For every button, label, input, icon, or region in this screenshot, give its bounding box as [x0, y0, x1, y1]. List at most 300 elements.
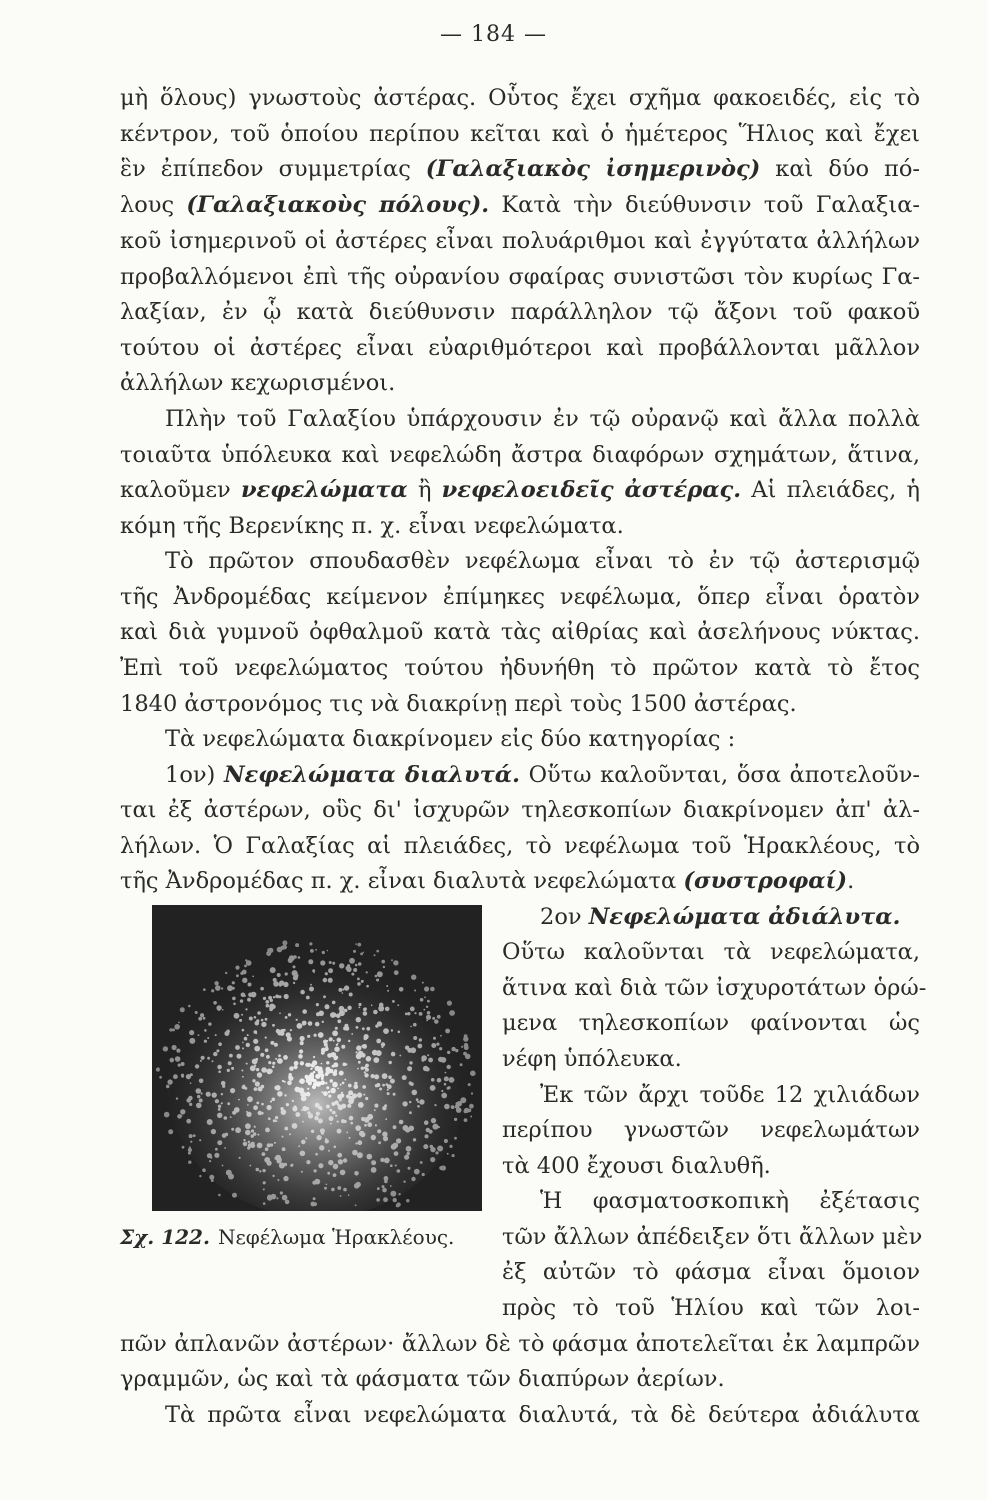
nebula-star — [337, 1121, 339, 1123]
nebula-star — [390, 1079, 395, 1084]
page-number: — 184 — — [440, 22, 547, 47]
nebula-star — [198, 1017, 202, 1021]
nebula-star — [348, 1090, 353, 1095]
nebula-star — [345, 1063, 347, 1065]
text-line: ἓν ἐπίπεδον συμμετρίας (Γαλαξιακὸς ἰσημερινὸς) καὶ δύο πό- — [120, 156, 920, 182]
nebula-star — [386, 985, 388, 987]
nebula-star — [393, 960, 398, 965]
nebula-star — [269, 1004, 275, 1010]
nebula-star — [239, 1019, 242, 1022]
nebula-star — [439, 1047, 442, 1050]
nebula-star — [222, 1133, 227, 1138]
nebula-star — [360, 1132, 365, 1137]
nebula-star — [423, 1009, 425, 1011]
nebula-star — [328, 1095, 331, 1098]
nebula-star — [381, 960, 385, 964]
nebula-star — [391, 1029, 393, 1031]
nebula-star — [362, 1027, 365, 1030]
nebula-star — [241, 1070, 243, 1072]
nebula-star — [470, 1116, 472, 1118]
nebula-star — [299, 1081, 301, 1083]
nebula-star — [255, 1032, 257, 1034]
nebula-star — [224, 1147, 226, 1149]
nebula-star — [344, 1079, 346, 1081]
nebula-star — [316, 1003, 319, 1006]
nebula-star — [197, 1095, 200, 1098]
text-line: νέφη ὑπόλευκα. — [502, 1046, 682, 1072]
nebula-star — [275, 1155, 281, 1161]
nebula-star — [274, 1142, 276, 1144]
nebula-star — [354, 1171, 359, 1176]
nebula-star — [349, 1116, 354, 1121]
nebula-star — [267, 1143, 271, 1147]
nebula-star — [256, 1102, 259, 1105]
nebula-star — [366, 971, 368, 973]
nebula-star — [235, 1045, 240, 1050]
nebula-star — [265, 1128, 270, 1133]
nebula-star — [231, 1067, 234, 1070]
nebula-star — [324, 1187, 327, 1190]
nebula-star — [202, 1168, 206, 1172]
nebula-star — [277, 973, 281, 977]
nebula-star — [256, 1019, 259, 1022]
nebula-star — [333, 1062, 338, 1067]
text-line: γραμμῶν, ὡς καὶ τὰ φάσματα τῶν διαπύρων ἀερίων. — [120, 1366, 725, 1392]
nebula-star — [295, 1087, 301, 1093]
nebula-star — [242, 1029, 245, 1032]
nebula-star — [186, 1074, 191, 1079]
nebula-star — [434, 1104, 436, 1106]
text-line: Τὸ πρῶτον σπουδασθὲν νεφέλωμα εἶναι τὸ ἐν τῷ ἀστερισμῷ — [165, 548, 920, 574]
nebula-star — [218, 1070, 221, 1073]
nebula-star — [447, 1153, 449, 1155]
nebula-star — [376, 950, 379, 953]
nebula-star — [212, 1060, 214, 1062]
nebula-star — [464, 1043, 469, 1048]
nebula-star — [342, 1082, 345, 1085]
nebula-star — [284, 1163, 287, 1166]
nebula-star — [383, 1028, 389, 1034]
nebula-star — [383, 966, 385, 968]
nebula-star — [375, 1124, 377, 1126]
nebula-star — [389, 1061, 392, 1064]
nebula-star — [198, 1034, 200, 1036]
nebula-star — [170, 1058, 175, 1063]
nebula-star — [391, 959, 393, 961]
nebula-star — [172, 1045, 177, 1050]
nebula-star — [252, 976, 254, 978]
nebula-star — [200, 1013, 204, 1017]
text-line: ἅτινα καὶ διὰ τῶν ἰσχυροτάτων ὁρώ- — [502, 975, 927, 1001]
nebula-star — [232, 997, 236, 1001]
nebula-star — [245, 1130, 251, 1136]
nebula-star — [414, 990, 416, 992]
nebula-star — [355, 943, 357, 945]
nebula-star — [383, 1197, 388, 1202]
nebula-star — [221, 987, 223, 989]
nebula-star — [343, 1158, 347, 1162]
nebula-star — [437, 1146, 443, 1152]
nebula-star — [178, 1022, 180, 1024]
nebula-star — [402, 1075, 407, 1080]
nebula-star — [313, 1079, 317, 1083]
nebula-star — [449, 1077, 455, 1083]
text-line: μὴ ὅλους) γνωστοὺς ἀστέρας. Οὗτος ἔχει σχῆμα φακοειδές, εἰς τὸ — [120, 85, 920, 111]
nebula-star — [334, 1100, 338, 1104]
nebula-star — [348, 1040, 350, 1042]
nebula-star — [271, 1194, 277, 1200]
nebula-star — [346, 1132, 348, 1134]
nebula-star — [325, 1139, 329, 1143]
nebula-star — [230, 1088, 235, 1093]
nebula-star — [377, 1021, 382, 1026]
nebula-star — [266, 1055, 270, 1059]
nebula-star — [398, 1031, 401, 1034]
nebula-star — [305, 1137, 307, 1139]
nebula-star — [407, 1048, 412, 1053]
nebula-star — [311, 1202, 316, 1207]
nebula-star — [409, 1081, 412, 1084]
nebula-star — [409, 1126, 415, 1132]
nebula-star — [334, 1047, 339, 1052]
nebula-star — [339, 1071, 344, 1076]
nebula-star — [257, 1011, 261, 1015]
nebula-star — [457, 1101, 462, 1106]
nebula-star — [272, 1175, 274, 1177]
nebula-star — [265, 1048, 269, 1052]
nebula-star — [340, 1084, 342, 1086]
nebula-star — [240, 972, 243, 975]
nebula-star — [371, 1005, 373, 1007]
nebula-star — [246, 1063, 248, 1065]
nebula-star — [243, 1139, 245, 1141]
nebula-star — [263, 1188, 265, 1190]
nebula-star — [211, 989, 214, 992]
nebula-star — [252, 1079, 255, 1082]
nebula-star — [212, 1092, 217, 1097]
nebula-star — [249, 1017, 253, 1021]
nebula-star — [285, 1200, 290, 1205]
nebula-star — [195, 1011, 198, 1014]
nebula-star — [232, 981, 235, 984]
nebula-star — [371, 1135, 376, 1140]
nebula-star — [254, 1016, 257, 1019]
nebula-star — [330, 1123, 332, 1125]
nebula-star — [375, 975, 378, 978]
nebula-star — [431, 1118, 436, 1123]
nebula-star — [392, 1146, 394, 1148]
nebula-star — [399, 987, 404, 992]
nebula-star — [403, 1181, 405, 1183]
nebula-star — [188, 1161, 191, 1164]
nebula-star — [298, 1145, 300, 1147]
nebula-star — [272, 1066, 275, 1069]
nebula-star — [452, 1154, 455, 1157]
figure-caption-text: Νεφέλωμα Ἡρακλέους. — [217, 1225, 455, 1249]
nebula-star — [315, 949, 317, 951]
nebula-star — [384, 1104, 387, 1107]
nebula-star — [456, 1107, 462, 1113]
text-line: ἐξ αὐτῶν τὸ φάσμα εἶναι ὅμοιον — [502, 1259, 920, 1285]
nebula-star — [327, 1172, 330, 1175]
nebula-star — [342, 992, 344, 994]
nebula-star — [426, 1006, 428, 1008]
nebula-star — [392, 1000, 395, 1003]
nebula-star — [229, 1054, 233, 1058]
nebula-star — [313, 1197, 316, 1200]
nebula-star — [393, 1093, 396, 1096]
nebula-star — [328, 1091, 331, 1094]
nebula-star — [368, 1117, 371, 1120]
text-line: λήλων. Ὁ Γαλαξίας αἱ πλειάδες, τὸ νεφέλωμα τοῦ Ἡρακλέους, τὸ — [120, 833, 920, 859]
nebula-star — [157, 1067, 159, 1069]
text-line: μενα τηλεσκοπίων φαίνονται ὡς — [502, 1010, 920, 1036]
nebula-star — [365, 1097, 368, 1100]
nebula-star — [261, 1085, 265, 1089]
nebula-star — [333, 1040, 335, 1042]
nebula-star — [235, 966, 239, 970]
nebula-star — [242, 978, 247, 983]
text-line: προβαλλόμενοι ἐπὶ τῆς οὐρανίου σφαίρας συνιστῶσι τὸν κυρίως Γα- — [120, 264, 920, 290]
nebula-star — [349, 1137, 351, 1139]
nebula-star — [180, 1007, 185, 1012]
nebula-star — [244, 965, 247, 968]
nebula-star — [329, 1109, 332, 1112]
nebula-star — [409, 1111, 412, 1114]
nebula-star — [358, 1061, 361, 1064]
nebula-star — [351, 973, 354, 976]
nebula-star — [190, 1141, 192, 1143]
nebula-star — [307, 1063, 311, 1067]
nebula-star — [329, 961, 332, 964]
nebula-star — [379, 1003, 384, 1008]
nebula-star — [374, 1074, 379, 1079]
nebula-star — [281, 946, 285, 950]
nebula-star — [357, 1068, 359, 1070]
nebula-star — [293, 965, 296, 968]
nebula-star — [218, 1105, 221, 1108]
nebula-star — [280, 1031, 285, 1036]
nebula-star — [182, 1146, 185, 1149]
nebula-star — [275, 1116, 278, 1119]
nebula-star — [409, 1061, 412, 1064]
nebula-star — [284, 1127, 288, 1131]
nebula-star — [361, 1067, 364, 1070]
text-line: Τὰ πρῶτα εἶναι νεφελώματα διαλυτά, τὰ δὲ δεύτερα ἀδιάλυτα — [165, 1402, 920, 1428]
nebula-star — [238, 1099, 240, 1101]
nebula-star — [385, 1007, 390, 1012]
nebula-star — [265, 1000, 269, 1004]
nebula-star — [445, 1029, 450, 1034]
nebula-star — [376, 1039, 381, 1044]
nebula-star — [355, 964, 358, 967]
nebula-star — [270, 1100, 272, 1102]
nebula-star — [382, 1084, 385, 1087]
nebula-star — [306, 1107, 309, 1110]
nebula-star — [376, 979, 379, 982]
nebula-star — [381, 1042, 385, 1046]
nebula-star — [254, 1126, 256, 1128]
nebula-figure — [152, 905, 482, 1211]
nebula-star — [262, 1152, 266, 1156]
nebula-star — [186, 1119, 191, 1124]
nebula-star — [207, 1057, 210, 1060]
nebula-star — [176, 1097, 178, 1099]
nebula-star — [373, 1057, 379, 1063]
nebula-star — [208, 1022, 211, 1025]
nebula-star — [294, 1061, 299, 1066]
nebula-star — [275, 1058, 277, 1060]
nebula-star — [384, 1176, 389, 1181]
nebula-star — [224, 1116, 228, 1120]
nebula-star — [321, 1132, 324, 1135]
nebula-star — [268, 996, 272, 1000]
text-line: ται ἐξ ἀστέρων, οὓς δι' ἰσχυρῶν τηλεσκοπίων διακρίνομεν ἀπ' ἀλ- — [120, 797, 920, 823]
nebula-star — [188, 1152, 191, 1155]
nebula-star — [263, 997, 266, 1000]
nebula-star — [402, 1101, 407, 1106]
nebula-star — [244, 995, 246, 997]
nebula-star — [447, 1086, 450, 1089]
nebula-star — [231, 1128, 234, 1131]
nebula-star — [230, 1116, 232, 1118]
nebula-star — [218, 1108, 221, 1111]
nebula-star — [253, 1105, 258, 1110]
nebula-star — [358, 1102, 364, 1108]
text-line: τῆς Ἀνδρομέδας π. χ. εἶναι διαλυτὰ νεφελώματα (συστροφαί). — [120, 868, 855, 894]
nebula-star — [232, 987, 235, 990]
nebula-star — [310, 949, 314, 953]
nebula-star — [268, 1061, 271, 1064]
nebula-star — [355, 1204, 357, 1206]
text-line: κόμη τῆς Βερενίκης π. χ. εἶναι νεφελώματα. — [120, 513, 624, 539]
text-line: Ἐκ τῶν ἄρχι τοῦδε 12 χιλιάδων — [540, 1082, 920, 1108]
nebula-star — [213, 1001, 217, 1005]
nebula-star — [265, 1018, 268, 1021]
nebula-star — [447, 1065, 451, 1069]
nebula-star — [247, 1034, 249, 1036]
nebula-star — [188, 1148, 192, 1152]
nebula-star — [427, 1000, 430, 1003]
nebula-star — [256, 1168, 260, 1172]
nebula-star — [240, 999, 243, 1002]
nebula-star — [228, 1061, 232, 1065]
nebula-star — [332, 962, 335, 965]
nebula-star — [265, 1147, 269, 1151]
nebula-star — [420, 1161, 423, 1164]
nebula-star — [430, 1147, 435, 1152]
nebula-star — [299, 1056, 302, 1059]
nebula-star — [215, 985, 221, 991]
nebula-star — [426, 1015, 431, 1020]
nebula-star — [300, 1041, 304, 1045]
nebula-star — [314, 1116, 319, 1121]
nebula-star — [273, 978, 277, 982]
text-line: κέντρον, τοῦ ὁποίου περίπου κεῖται καὶ ὁ ἡμέτερος Ἥλιος καὶ ἔχει — [120, 121, 920, 147]
nebula-star — [293, 955, 297, 959]
nebula-star — [254, 1046, 260, 1052]
nebula-star — [277, 1179, 279, 1181]
nebula-star — [357, 1140, 362, 1145]
nebula-star — [374, 1109, 376, 1111]
nebula-star — [364, 1071, 366, 1073]
nebula-star — [282, 1080, 284, 1082]
nebula-star — [301, 1140, 306, 1145]
nebula-star — [322, 951, 325, 954]
nebula-star — [408, 1167, 411, 1170]
nebula-star — [325, 972, 328, 975]
nebula-star — [316, 1135, 321, 1140]
nebula-star — [387, 1092, 390, 1095]
nebula-star — [278, 1054, 281, 1057]
nebula-star — [253, 1039, 258, 1044]
nebula-star — [189, 1038, 195, 1044]
nebula-star — [396, 1138, 401, 1143]
nebula-star — [315, 1153, 318, 1156]
nebula-star — [221, 1093, 223, 1095]
nebula-star — [340, 1170, 346, 1176]
nebula-star — [218, 1042, 222, 1046]
nebula-star — [410, 1007, 415, 1012]
nebula-star — [266, 1004, 270, 1008]
nebula-star — [391, 1052, 396, 1057]
nebula-star — [301, 1109, 303, 1111]
nebula-star — [390, 1191, 396, 1197]
nebula-star — [227, 1069, 230, 1072]
nebula-star — [204, 1029, 207, 1032]
nebula-star — [353, 968, 357, 972]
nebula-star — [266, 1069, 272, 1075]
nebula-star — [435, 1151, 438, 1154]
nebula-star — [416, 1098, 419, 1101]
nebula-star — [311, 1080, 313, 1082]
nebula-star — [427, 1054, 429, 1056]
nebula-star — [463, 1036, 468, 1041]
nebula-star — [332, 1013, 337, 1018]
nebula-star — [350, 1122, 353, 1125]
nebula-star — [195, 1064, 199, 1068]
nebula-star — [201, 1056, 205, 1060]
nebula-star — [445, 1072, 447, 1074]
nebula-star — [295, 1112, 300, 1117]
nebula-star — [455, 1049, 458, 1052]
nebula-star — [444, 1083, 447, 1086]
nebula-star — [334, 1146, 337, 1149]
nebula-star — [361, 1053, 366, 1058]
nebula-star — [244, 1037, 248, 1041]
nebula-star — [464, 1118, 468, 1122]
nebula-star — [358, 1003, 361, 1006]
nebula-star — [355, 1125, 361, 1131]
nebula-star — [432, 1124, 438, 1130]
nebula-star — [320, 1080, 325, 1085]
nebula-star — [242, 1042, 244, 1044]
figure-label: Σχ. 122. — [120, 1225, 210, 1249]
nebula-star — [233, 1003, 236, 1006]
nebula-star — [277, 1058, 283, 1064]
nebula-star — [245, 959, 247, 961]
nebula-star — [227, 1102, 230, 1105]
nebula-star — [181, 1075, 184, 1078]
nebula-star — [257, 1072, 262, 1077]
nebula-star — [419, 1099, 424, 1104]
nebula-star — [228, 1174, 234, 1180]
nebula-star — [337, 1153, 342, 1158]
nebula-star — [326, 1040, 328, 1042]
nebula-star — [312, 969, 315, 972]
nebula-star — [288, 958, 293, 963]
nebula-star — [393, 1125, 397, 1129]
